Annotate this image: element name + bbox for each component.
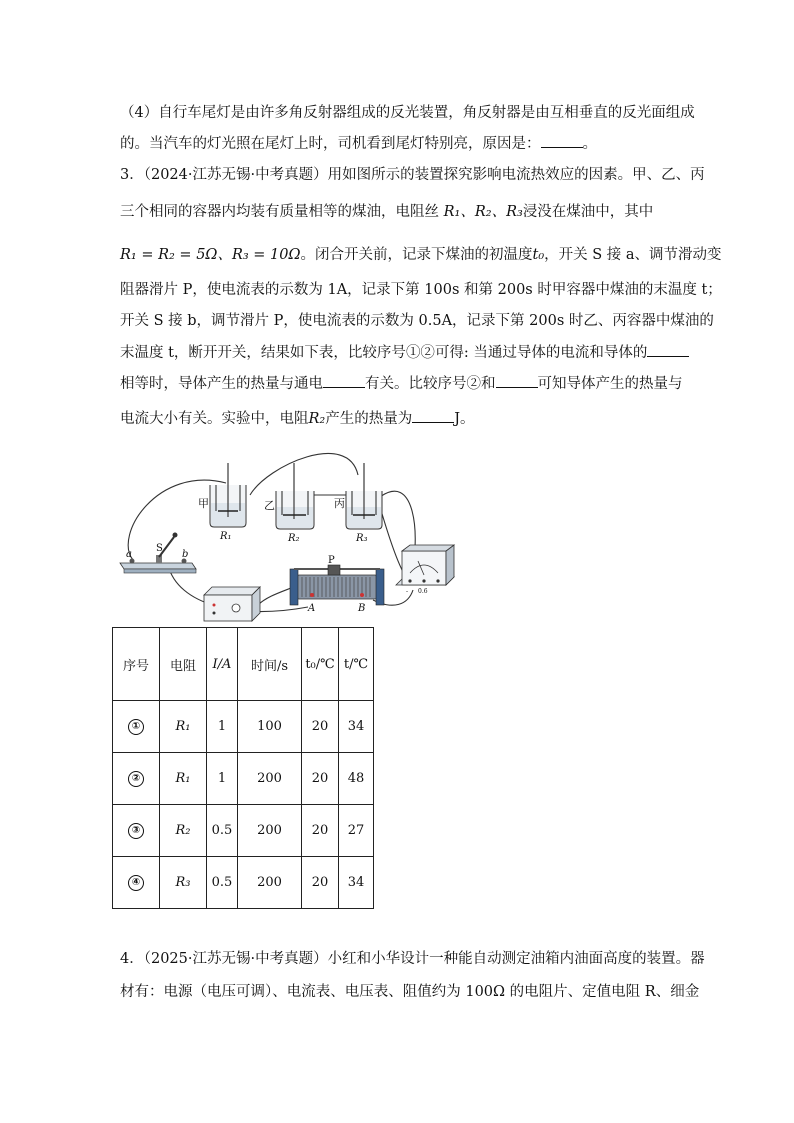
beaker-bing	[346, 463, 382, 529]
header-t0: t₀/℃	[302, 628, 339, 701]
q4-part-line-1: （4）自行车尾灯是由许多角反射器组成的反光装置，角反射器是由互相垂直的反光面组成	[120, 105, 695, 121]
current-cell: 1	[207, 701, 238, 753]
t0-cell: 20	[302, 753, 339, 805]
q3-line-5: 开关 S 接 b，调节滑片 P，使电流表的示数为 0.5A，记录下第 200s 时乙、丙容器中煤油的	[120, 313, 714, 329]
resistor-cell: R₁	[160, 701, 207, 753]
q3-line-4: 阻器滑片 P，使电流表的示数为 1A，记录下第 100s 和第 200s 时甲容器中煤油的末温度 t；	[120, 282, 722, 298]
label-jia: 甲	[198, 497, 209, 510]
label-B: B	[358, 603, 366, 614]
resistance-equation: R₁ = R₂ = 5Ω、R₃ = 10Ω	[120, 247, 301, 263]
beaker-jia	[210, 463, 246, 527]
resistor-cell: R₃	[160, 857, 207, 909]
q3-line-3: R₁ = R₂ = 5Ω、R₃ = 10Ω。闭合开关前，记录下煤油的初温度t₀，开关 S 接 a、调节滑动变	[120, 247, 722, 263]
q3-line-2: 三个相同的容器内均装有质量相等的煤油，电阻丝 R₁、R₂、R₃浸没在煤油中，其中	[120, 204, 654, 220]
seq-cell: ④	[128, 875, 144, 891]
resistor-cell: R₂	[160, 805, 207, 857]
label-p: P	[328, 555, 335, 566]
label-r1: R₁	[220, 531, 232, 542]
answer-blank[interactable]	[323, 373, 365, 388]
header-seq: 序号	[113, 628, 160, 701]
current-cell: 0.5	[207, 805, 238, 857]
sliding-rheostat	[290, 565, 384, 605]
label-minus: -	[406, 588, 409, 595]
label-meter-scale: 0.6	[418, 588, 428, 595]
time-cell: 200	[238, 753, 302, 805]
seq-cell: ③	[128, 823, 144, 839]
seq-cell: ②	[128, 771, 144, 787]
label-r2: R₂	[288, 533, 300, 544]
q4-line-1: 4．（2025·江苏无锡·中考真题）小红和小华设计一种能自动测定油箱内油面高度的装置。器	[120, 951, 705, 967]
current-cell: 0.5	[207, 857, 238, 909]
table-row	[113, 857, 374, 909]
table-row	[113, 701, 374, 753]
q3-line-1: 3．（2024·江苏无锡·中考真题）用如图所示的装置探究影响电流热效应的因素。甲、乙、丙	[120, 167, 705, 183]
beaker-yi	[276, 463, 314, 529]
time-cell: 200	[238, 857, 302, 909]
label-b: b	[182, 549, 189, 560]
header-resistor: 电阻	[160, 628, 207, 701]
table-row	[113, 753, 374, 805]
header-t: t/℃	[339, 628, 374, 701]
time-cell: 100	[238, 701, 302, 753]
label-A: A	[308, 603, 316, 614]
seq-cell: ①	[128, 719, 144, 735]
answer-blank[interactable]	[496, 373, 538, 388]
ammeter	[396, 545, 454, 585]
q4-part-line-2: 的。当汽车的灯光照在尾灯上时，司机看到尾灯特别亮，原因是： 。	[120, 133, 597, 154]
header-current: I/A	[207, 628, 238, 701]
current-cell: 1	[207, 753, 238, 805]
t-cell: 34	[339, 857, 374, 909]
resistor-list: R₁、R₂、R₃	[443, 204, 523, 220]
answer-blank[interactable]	[541, 133, 583, 148]
circuit-diagram	[118, 445, 458, 625]
label-bing: 丙	[334, 497, 345, 510]
t0-cell: 20	[302, 857, 339, 909]
q4-line-2: 材有：电源（电压可调）、电流表、电压表、阻值约为 100Ω 的电阻片、定值电阻 R、细金	[120, 984, 700, 1000]
label-a: a	[126, 549, 132, 560]
label-r3: R₃	[356, 533, 368, 544]
header-time: 时间/s	[238, 628, 302, 701]
label-s: S	[156, 543, 163, 554]
time-cell: 200	[238, 805, 302, 857]
resistor-cell: R₁	[160, 753, 207, 805]
results-table	[112, 627, 374, 909]
answer-blank[interactable]	[647, 342, 689, 357]
t-cell: 34	[339, 701, 374, 753]
answer-blank[interactable]	[412, 408, 454, 423]
label-yi: 乙	[264, 499, 275, 512]
table-header-row	[113, 628, 374, 701]
t-cell: 27	[339, 805, 374, 857]
t0-cell: 20	[302, 805, 339, 857]
t0-cell: 20	[302, 701, 339, 753]
t-cell: 48	[339, 753, 374, 805]
q3-line-8: 电流大小有关。实验中，电阻R₂产生的热量为 J。	[120, 408, 475, 429]
q3-line-7: 相等时，导体产生的热量与通电 有关。比较序号②和 可知导体产生的热量与	[120, 373, 683, 394]
table-row	[113, 805, 374, 857]
power-supply	[204, 587, 260, 621]
q3-line-6: 末温度 t，断开开关，结果如下表，比较序号①②可得: 当通过导体的电流和导体的	[120, 342, 689, 363]
